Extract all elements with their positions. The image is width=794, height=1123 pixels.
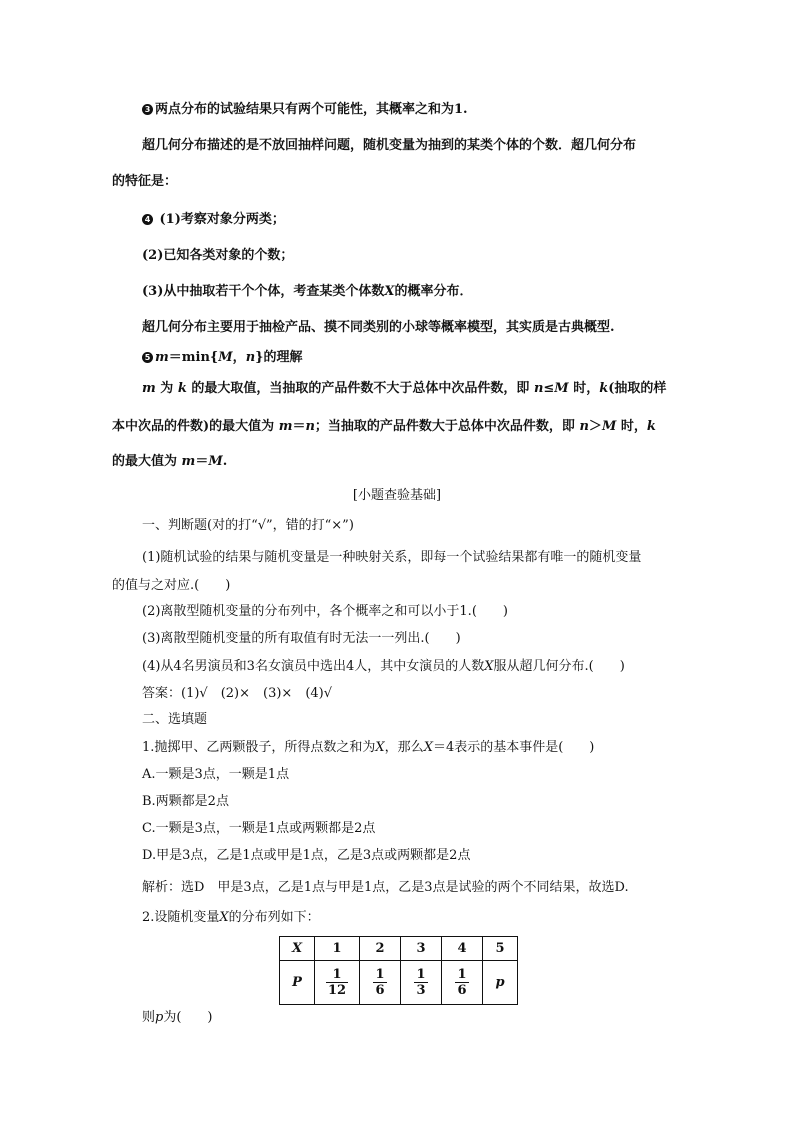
line-hypergeo-use: 超几何分布主要用于抽检产品、摸不同类别的小球等概率模型，其实质是古典概型. — [142, 320, 615, 335]
table-cell: 4 — [442, 937, 483, 961]
line-two-point: 3 两点分布的试验结果只有两个可能性，其概率之和为1. — [142, 102, 468, 118]
line-feature-1: 4 (1)考察对象分两类； — [142, 212, 285, 228]
option-c: C.一颗是3点，一颗是1点或两颗都是2点 — [142, 821, 376, 836]
judge-q2: (2)离散型随机变量的分布列中，各个概率之和可以小于1.( ) — [142, 604, 508, 619]
table-cell: 5 — [483, 937, 518, 961]
circled-number: 3 — [142, 104, 153, 115]
line-feature-2: (2)已知各类对象的个数； — [142, 248, 294, 263]
table-header-x: X — [280, 937, 315, 961]
line-m-heading: 5 m＝min{M，n}的理解 — [142, 350, 303, 366]
table-cell — [360, 961, 401, 1005]
judge-answer: 答案：(1)√ (2)× (3)× (4)√ — [142, 686, 333, 701]
judge-q4: (4)从4名男演员和3名女演员中选出4人，其中女演员的人数X服从超几何分布.( ) — [142, 659, 625, 674]
table-cell — [442, 961, 483, 1005]
line-feature-3: (3)从中抽取若干个个体，考查某类个体数X的概率分布． — [142, 284, 473, 299]
part1-title: 一、判断题(对的打“√”，错的打“×”) — [142, 518, 354, 533]
circled-number: 4 — [142, 214, 153, 225]
fraction: $\frac{1}{3}$ — [416, 967, 426, 998]
line-m-explain-3: 的最大值为 m＝M. — [112, 454, 228, 469]
distribution-table — [279, 936, 518, 1005]
fraction: $\frac{1}{12}$ — [327, 967, 347, 998]
section-title: [小题查验基础] — [352, 488, 442, 503]
table-row — [280, 937, 518, 961]
table-header-p: P — [280, 961, 315, 1005]
line-m-explain-2: 本中次品的件数)的最大值为 m＝n；当抽取的产品件数大于总体中次品件数，即 n＞M 时，k — [112, 419, 656, 434]
problem-2-question: 则p为( ) — [142, 1010, 213, 1025]
table-row — [280, 961, 518, 1005]
table-cell: 1 — [315, 937, 360, 961]
problem-1: 1.抛掷甲、乙两颗骰子，所得点数之和为X，那么X＝4表示的基本事件是( ) — [142, 740, 595, 755]
line-hypergeo-1: 超几何分布描述的是不放回抽样问题，随机变量为抽到的某类个体的个数．超几何分布 — [142, 138, 637, 153]
part2-title: 二、选填题 — [142, 712, 208, 727]
table-cell: 2 — [360, 937, 401, 961]
table-cell — [315, 961, 360, 1005]
judge-q3: (3)离散型随机变量的所有取值有时无法一一列出.( ) — [142, 631, 461, 646]
table-cell — [401, 961, 442, 1005]
line-m-explain-1: m 为 k 的最大取值，当抽取的产品件数不大于总体中次品件数，即 n≤M 时，k(抽取的样 — [142, 381, 667, 396]
fraction: $\frac{1}{6}$ — [457, 967, 467, 998]
option-d: D.甲是3点，乙是1点或甲是1点，乙是3点或两颗都是2点 — [142, 848, 471, 863]
problem-2: 2.设随机变量X的分布列如下： — [142, 910, 320, 925]
judge-q1-line1: (1)随机试验的结果与随机变量是一种映射关系，即每一个试验结果都有唯一的随机变量 — [142, 550, 642, 565]
judge-q1-line2: 的值与之对应.( ) — [112, 578, 231, 593]
fraction: $\frac{1}{6}$ — [375, 967, 385, 998]
option-a: A.一颗是3点，一颗是1点 — [142, 767, 290, 782]
table-cell: p — [483, 961, 518, 1005]
circled-number: 5 — [142, 352, 153, 363]
table-cell: 3 — [401, 937, 442, 961]
analysis: 解析：选D 甲是3点，乙是1点与甲是1点，乙是3点是试验的两个不同结果，故选D. — [142, 880, 629, 895]
line-hypergeo-2: 的特征是： — [112, 174, 178, 189]
option-b: B.两颗都是2点 — [142, 794, 229, 809]
